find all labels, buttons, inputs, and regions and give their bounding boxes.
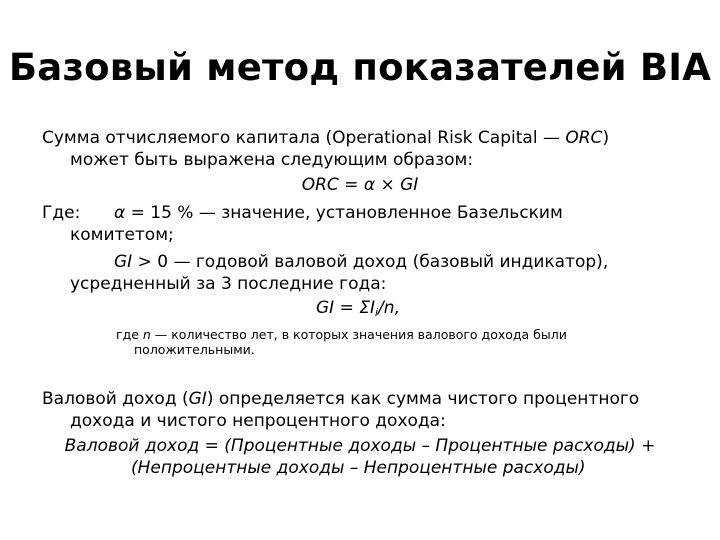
orc-intro-close: ) — [602, 128, 610, 148]
alpha-continuation: комитетом; — [70, 225, 174, 245]
formula-gi — [316, 299, 400, 319]
orc-abbrev: ORC — [565, 128, 603, 148]
footnote-text: — количество лет, в которых значения валового дохода были — [150, 327, 567, 342]
footnote-continuation: положительными. — [134, 342, 255, 357]
alpha-text: = 15 % — значение, установленное Базельским — [125, 203, 563, 223]
gi-def-line — [42, 390, 639, 409]
formula-gi-subscript: i — [375, 306, 379, 319]
formula-gross-income-line2: (Непроцентные доходы – Непроцентные расходы) — [131, 458, 586, 478]
gi-definition — [114, 253, 608, 272]
orc-intro-line — [42, 129, 609, 148]
gi-def-end: ) определяется как сумма чистого процентного — [206, 389, 640, 409]
gi-def-continuation: дохода и чистого непроцентного дохода: — [70, 411, 446, 431]
gi-def-start: Валовой доход ( — [42, 389, 189, 409]
footnote-line — [116, 328, 567, 342]
orc-intro-continuation: может быть выражена следующим образом: — [70, 150, 474, 170]
footnote-n-symbol: n — [142, 327, 151, 342]
formula-gross-income-line1: Валовой доход = (Процентные доходы – Процентные расходы) + — [64, 436, 656, 456]
where-label: Где: — [42, 203, 81, 223]
gi-continuation: усредненный за 3 последние года: — [70, 274, 387, 294]
formula-orc: ORC = α × GI — [301, 175, 419, 195]
alpha-definition — [114, 204, 563, 223]
gi-text: > 0 — годовой валовой доход (базовый индикатор), — [132, 252, 609, 272]
orc-intro-text: Сумма отчисляемого капитала (Operational Risk Capital — — [42, 128, 566, 148]
gi-def-abbrev: GI — [188, 389, 207, 409]
alpha-symbol: α — [114, 203, 126, 223]
footnote-prefix: где — [116, 327, 143, 342]
formula-gi-end: /n, — [378, 298, 400, 318]
formula-gi-start: GI = ΣI — [316, 298, 375, 318]
gi-symbol: GI — [114, 252, 133, 272]
slide-title: Базовый метод показателей BIA — [8, 46, 712, 89]
